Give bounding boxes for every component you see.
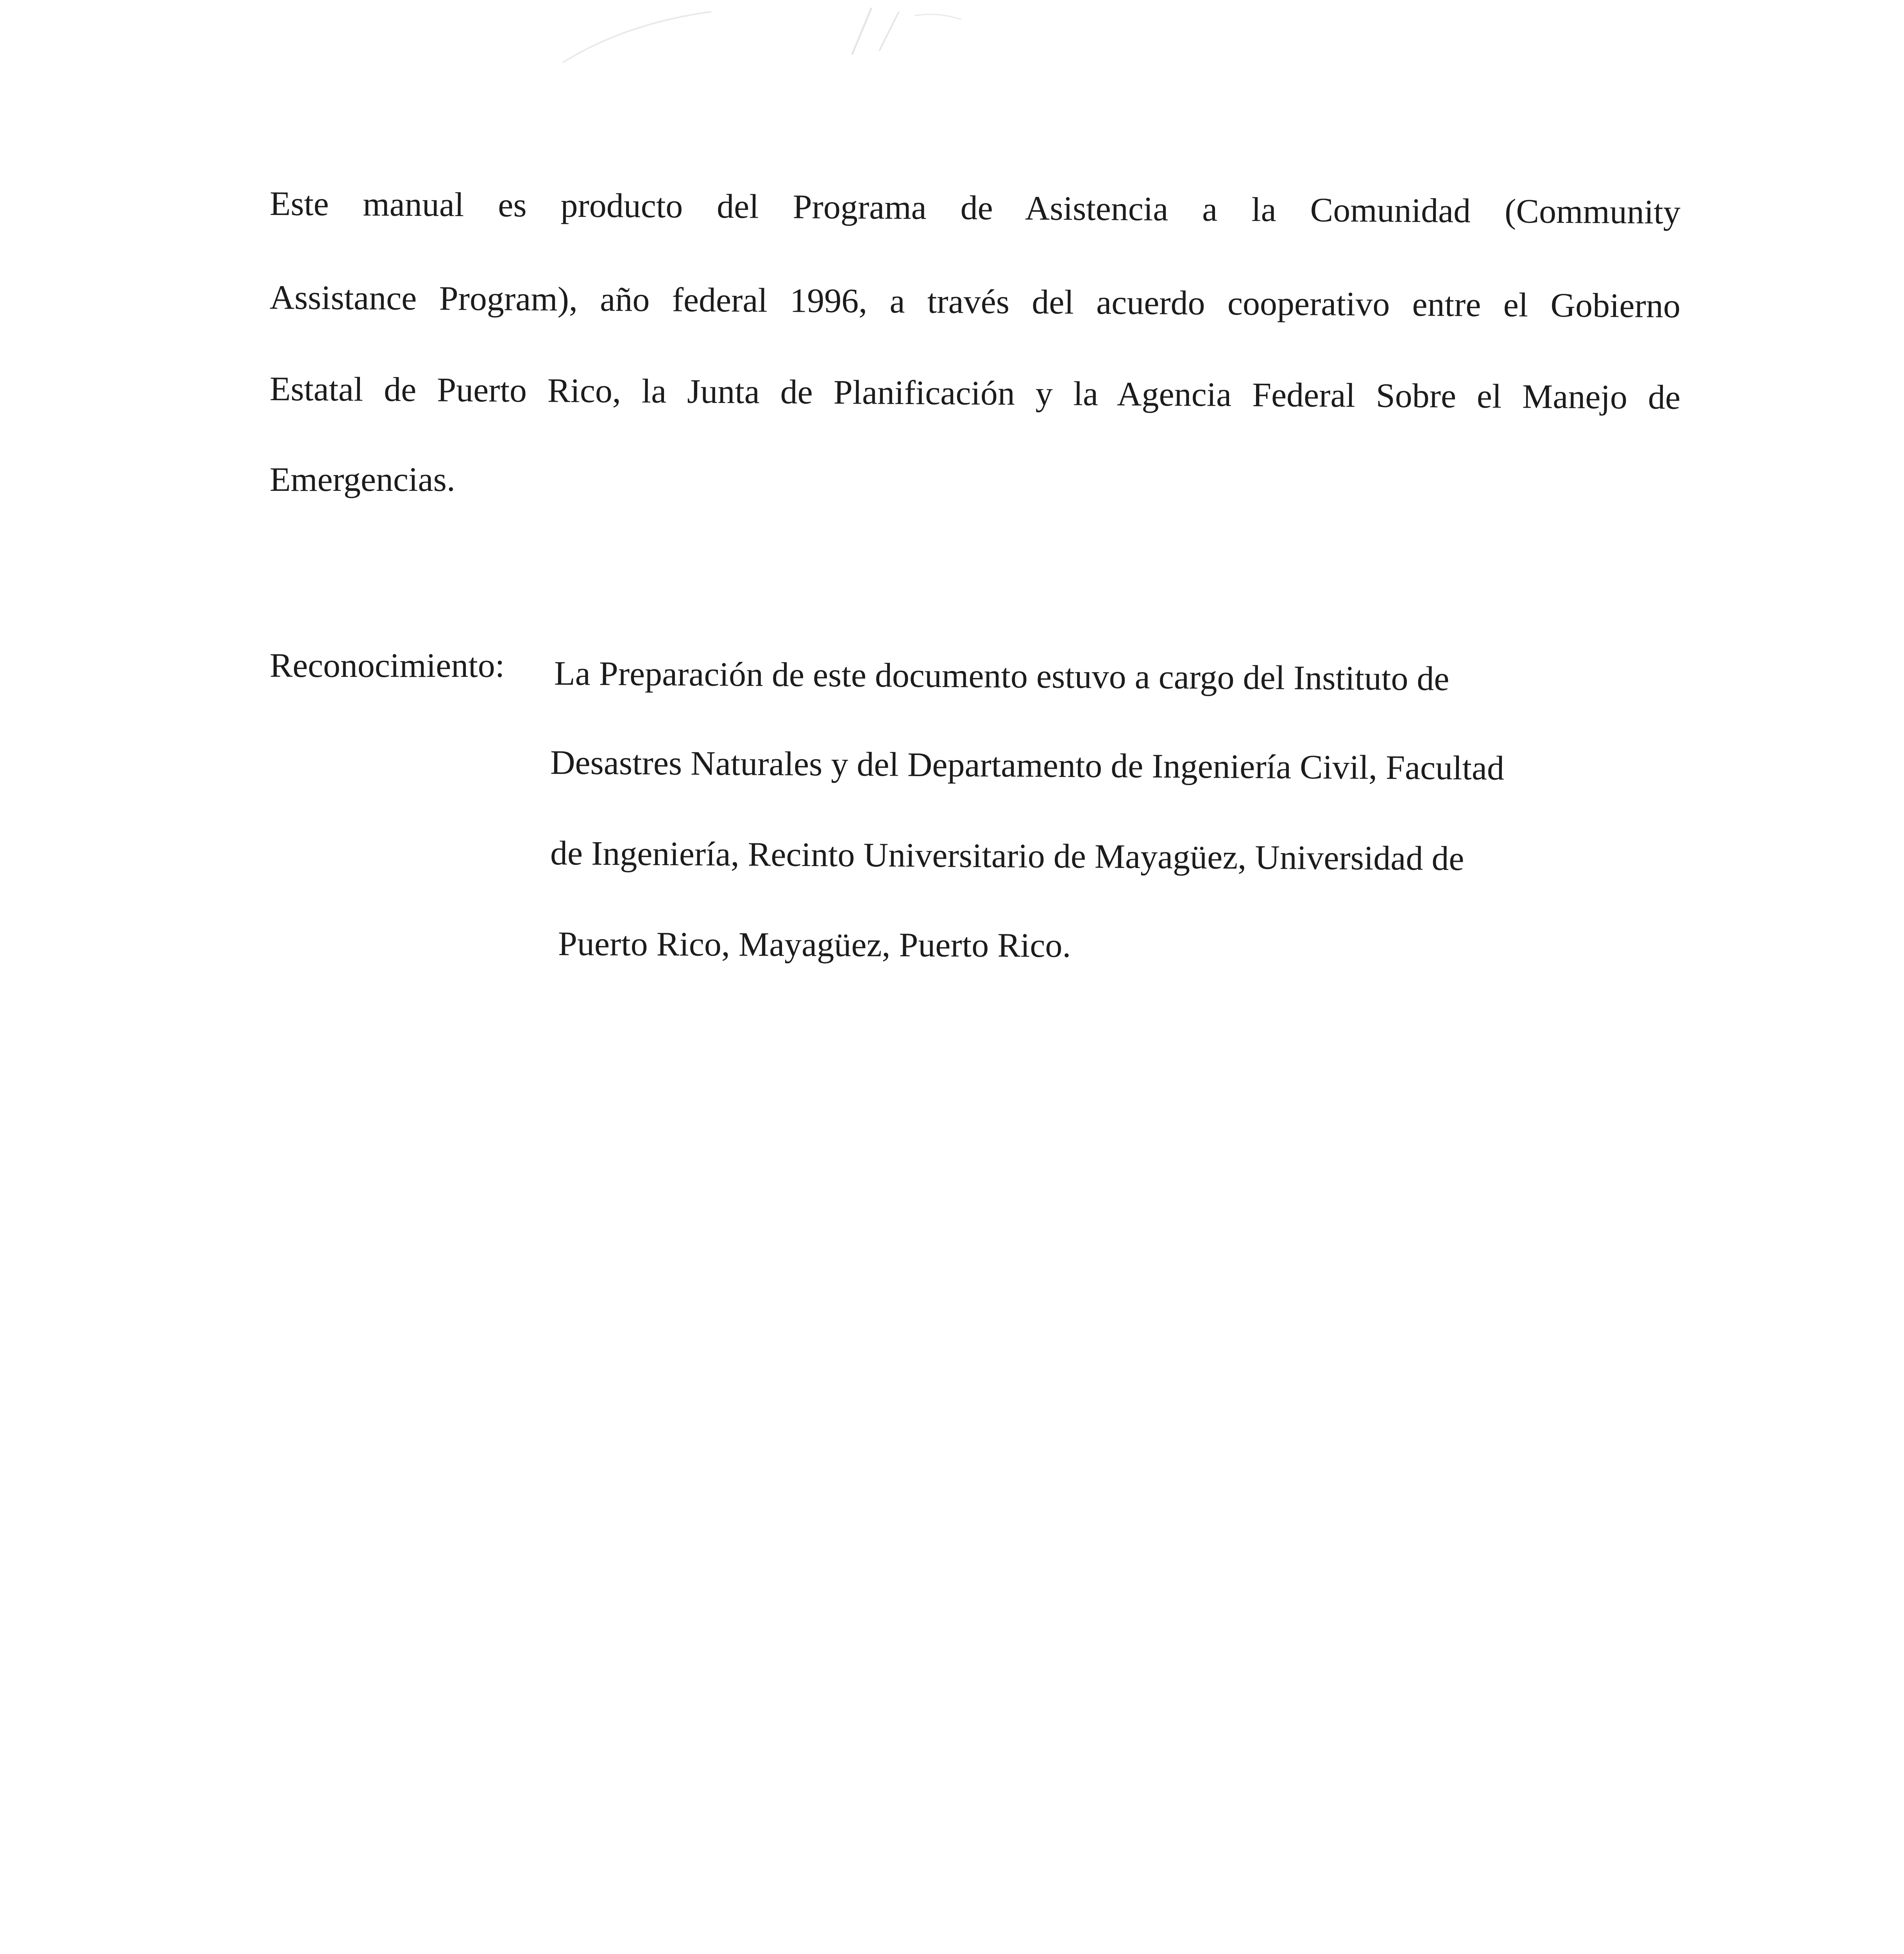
intro-line-4: Emergencias. [270,461,455,499]
acknowledgment-line-2: Desastres Naturales y del Departamento de Ingeniería Civil, Facultad [550,744,1505,787]
acknowledgment-line-1: La Preparación de este documento estuvo a cargo del Instituto de [554,655,1449,698]
scan-smudge [547,0,1094,86]
acknowledgment-label: Reconocimiento: [270,647,505,685]
intro-line-1: Este manual es producto del Programa de Asistencia a la Comunidad (Community [269,185,1681,232]
acknowledgment-line-4: Puerto Rico, Mayagüez, Puerto Rico. [558,925,1071,965]
intro-line-3: Estatal de Puerto Rico, la Junta de Planificación y la Agencia Federal Sobre el Manejo de [269,370,1681,417]
acknowledgment-line-3: de Ingeniería, Recinto Universitario de Mayagüez, Universidad de [550,834,1464,878]
intro-line-2: Assistance Program), año federal 1996, a través del acuerdo cooperativo entre el Gobierno [269,279,1681,326]
